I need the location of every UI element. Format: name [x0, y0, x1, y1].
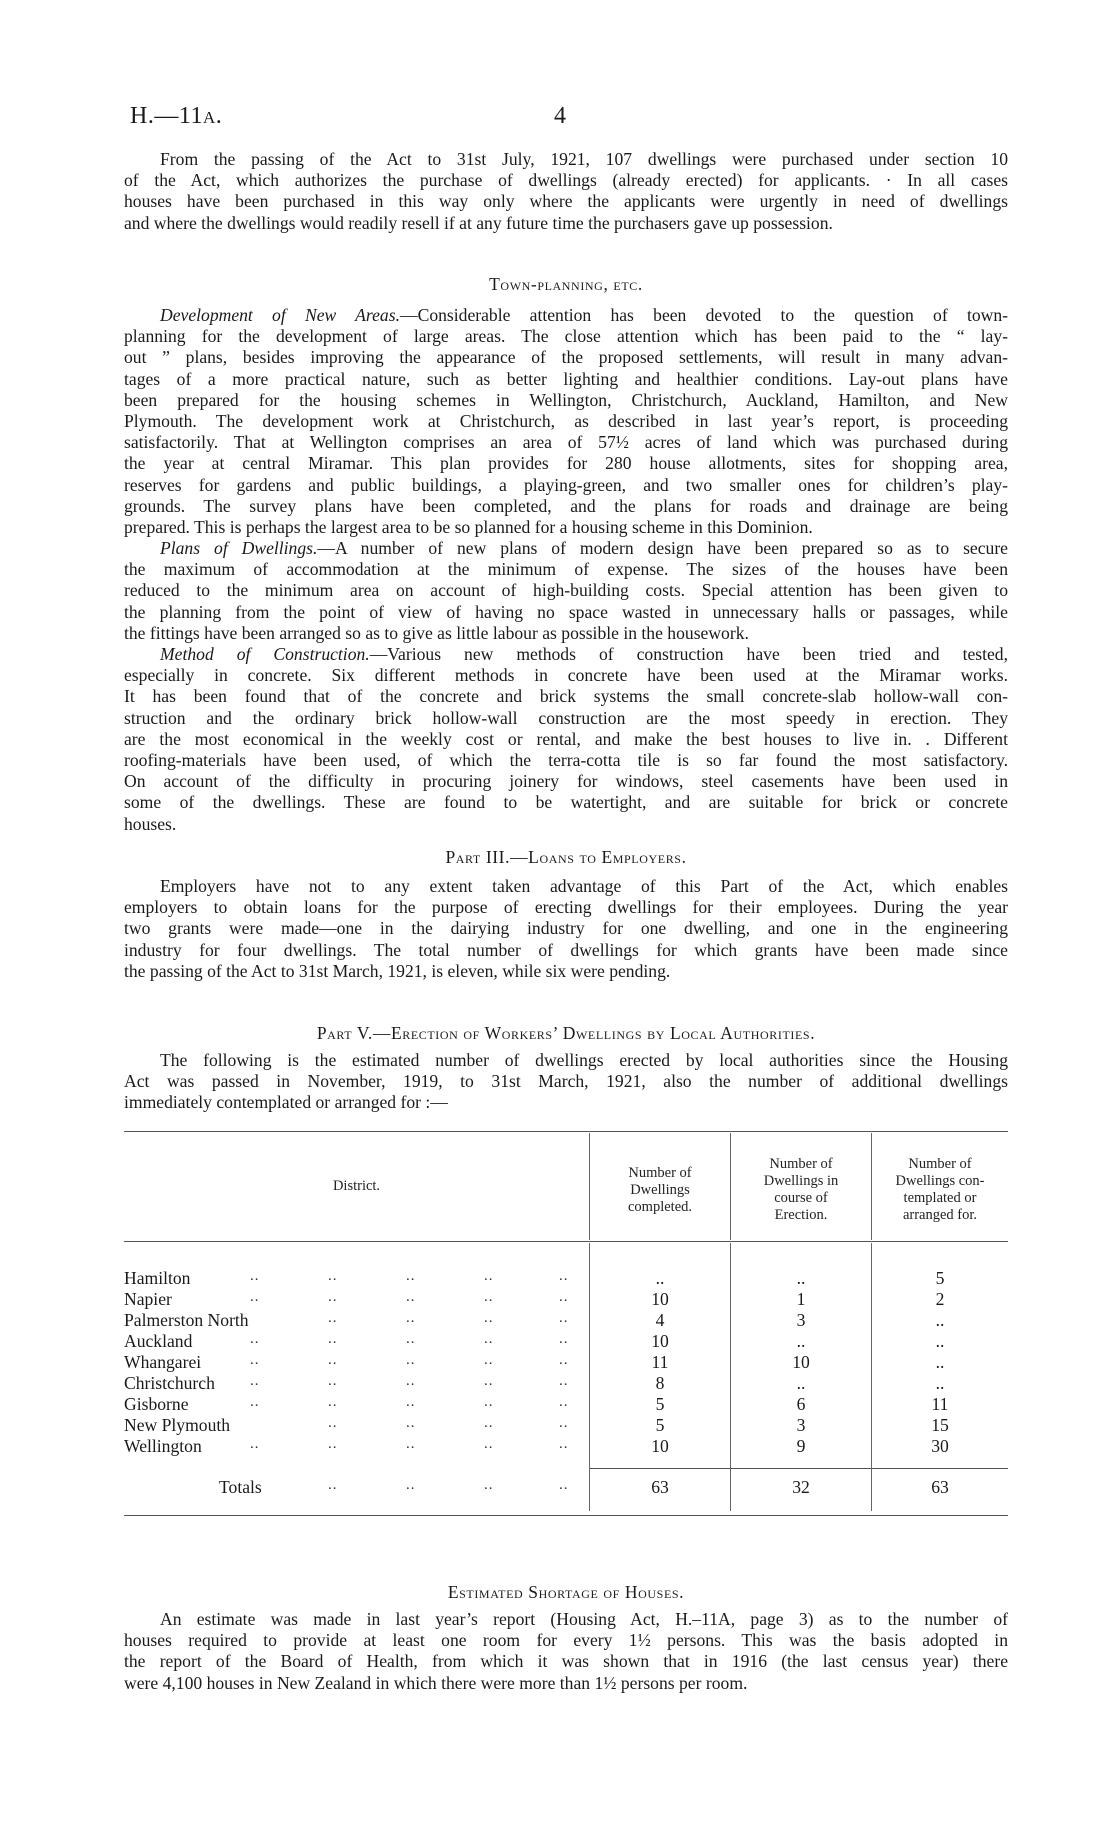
leader-dots: ..: [559, 1394, 569, 1410]
document-code: H.—11A.: [130, 103, 223, 129]
leader-dots: ..: [328, 1352, 338, 1368]
total-completed: 63: [651, 1477, 669, 1497]
shortage-paragraph: [124, 1609, 1008, 1694]
total-erection: 32: [792, 1477, 810, 1497]
value-erection: ..: [796, 1268, 806, 1288]
part5-paragraph: [124, 1050, 1008, 1114]
column-header-contemplated: Number of Dwellings con- templated or arranged for.: [895, 1156, 985, 1223]
value-erection: 10: [792, 1352, 810, 1372]
development-paragraph: [124, 305, 1008, 538]
text-line: industry for four dwellings. The total number of dwellings for which grants have been made since: [124, 939, 1008, 960]
leader-dots: ..: [559, 1352, 569, 1368]
leader-dots: ..: [250, 1373, 260, 1389]
text-line: the passing of the Act to 31st March, 1921, is eleven, while six were pending.: [124, 960, 671, 981]
intro-paragraph: [124, 149, 1008, 234]
page-number: 4: [554, 103, 566, 129]
leader-dots: ..: [250, 1436, 260, 1452]
leader-dots: ..: [559, 1436, 569, 1452]
leader-dots: ..: [559, 1268, 569, 1284]
value-completed: 4: [655, 1310, 665, 1330]
text-line: the planning from the point of view of having no space wasted in unnecessary halls or passages, while: [124, 601, 1008, 622]
subsection-title: Method of Construction.: [160, 644, 370, 664]
leader-dots: ..: [406, 1373, 416, 1389]
leader-dots: ..: [328, 1268, 338, 1284]
text-line: The following is the estimated number of dwellings erected by local authorities since the Housing: [160, 1050, 1008, 1070]
leader-dots: ..: [559, 1331, 569, 1347]
text-line: the fittings have been arranged so as to give as little labour as possible in the housework.: [124, 622, 749, 643]
leader-dots: ..: [406, 1289, 416, 1305]
value-completed: 11: [651, 1352, 669, 1372]
value-erection: ..: [796, 1331, 806, 1351]
leader-dots: ..: [406, 1477, 416, 1493]
leader-dots: ..: [406, 1268, 416, 1284]
text-line: employers to obtain loans for the purpose of erecting dwellings for their employees. During the year: [124, 897, 1008, 918]
text-line: From the passing of the Act to 31st July, 1921, 107 dwellings were purchased under section 10: [160, 149, 1008, 169]
value-completed: 10: [651, 1289, 669, 1309]
leader-dots: ..: [250, 1352, 260, 1368]
section-heading-part-5: Part V.—Erection of Workers’ Dwellings by Local Authorities.: [316, 1023, 816, 1043]
text-line: planning for the development of large areas. The close attention which has been paid to the “ lay-: [124, 326, 1008, 347]
text-line: and where the dwellings would readily resell if at any future time the purchasers gave up possession.: [124, 212, 833, 233]
text-line: struction and the ordinary brick hollow-wall construction are the most speedy in erection. They: [124, 707, 1008, 728]
text-line: houses required to provide at least one room for every 1½ persons. This was the basis adopted in: [124, 1630, 1008, 1651]
section-heading-part-3: Part III.—Loans to Employers.: [445, 847, 687, 867]
leader-dots: ..: [328, 1373, 338, 1389]
text-line: houses.: [124, 813, 177, 834]
leader-dots: ..: [406, 1310, 416, 1326]
table-bottom-rule: [124, 1515, 1008, 1516]
text-line: tages of a more practical nature, such as better lighting and healthier conditions. Lay-out plans have: [124, 368, 1008, 389]
subsection-title: Plans of Dwellings.: [160, 538, 318, 558]
value-erection: ..: [796, 1373, 806, 1393]
leader-dots: ..: [250, 1331, 260, 1347]
district-name: Auckland: [124, 1331, 193, 1351]
column-header-completed: Number of Dwellings completed.: [627, 1165, 693, 1215]
value-completed: 10: [651, 1436, 669, 1456]
value-erection: 1: [796, 1289, 806, 1309]
total-contemplated: 63: [931, 1477, 949, 1497]
leader-dots: ..: [328, 1477, 338, 1493]
text-line: been prepared for the housing schemes in Wellington, Christchurch, Auckland, Hamilton, and New: [124, 389, 1008, 410]
column-header-district: District.: [332, 1178, 381, 1194]
text-line: roofing-materials have been used, of which the terra-cotta tile is so far found the most satisfactory.: [124, 750, 1008, 771]
plans-paragraph: [124, 538, 1008, 644]
leader-dots: ..: [406, 1415, 416, 1431]
subsection-title: Development of New Areas.: [160, 305, 400, 325]
text-line: the year at central Miramar. This plan provides for 280 house allotments, sites for shopping area,: [124, 453, 1008, 474]
value-contemplated: ..: [935, 1352, 945, 1372]
text-line: An estimate was made in last year’s report (Housing Act, H.–11A, page 3) as to the number of: [160, 1609, 1008, 1629]
value-contemplated: ..: [935, 1373, 945, 1393]
district-name: Napier: [124, 1289, 172, 1309]
value-erection: 6: [796, 1394, 806, 1414]
leader-dots: ..: [250, 1268, 260, 1284]
leader-dots: ..: [406, 1394, 416, 1410]
leader-dots: ..: [328, 1415, 338, 1431]
text-line: some of the dwellings. These are found to be watertight, and are suitable for brick or concrete: [124, 792, 1008, 813]
method-paragraph: [124, 644, 1008, 835]
text-line: especially in concrete. Six different methods in concrete have been used at the Miramar works.: [124, 665, 1008, 686]
text-line: immediately contemplated or arranged for :—: [124, 1092, 448, 1113]
table-header-rule: [124, 1241, 1008, 1242]
value-contemplated: 5: [935, 1268, 945, 1288]
value-completed: ..: [655, 1268, 665, 1288]
text-line: reserves for gardens and public buildings, a playing-green, and two smaller ones for children’s play-: [124, 474, 1008, 495]
leader-dots: ..: [328, 1436, 338, 1452]
section-heading-town-planning: Town-planning, etc.: [489, 274, 643, 294]
table-totals-rule: [589, 1468, 1008, 1469]
value-completed: 10: [651, 1331, 669, 1351]
section-heading-shortage: Estimated Shortage of Houses.: [447, 1582, 685, 1602]
leader-dots: ..: [406, 1352, 416, 1368]
part3-paragraph: [124, 876, 1008, 982]
totals-label: Totals: [219, 1477, 262, 1497]
leader-dots: ..: [484, 1373, 494, 1389]
leader-dots: ..: [250, 1289, 260, 1305]
district-name: Gisborne: [124, 1394, 189, 1414]
text-line: Method of Construction.—Various new methods of construction have been tried and tested,: [160, 644, 1009, 664]
district-name: Palmerston North: [124, 1310, 249, 1330]
text-line: satisfactorily. That at Wellington comprises an area of 57½ acres of land which was purchased during: [124, 432, 1008, 453]
value-erection: 3: [796, 1310, 806, 1330]
leader-dots: ..: [328, 1394, 338, 1410]
value-contemplated: 15: [931, 1415, 949, 1435]
text-line: are the most economical in the weekly cost or rental, and make the best houses to live in. . Different: [124, 728, 1008, 749]
leader-dots: ..: [484, 1331, 494, 1347]
district-name: New Plymouth: [124, 1415, 231, 1435]
value-completed: 5: [655, 1415, 665, 1435]
text-line: the report of the Board of Health, from which it was shown that in 1916 (the last census year) there: [124, 1651, 1008, 1672]
value-contemplated: 11: [931, 1394, 949, 1414]
text-line: of the Act, which authorizes the purchase of dwellings (already erected) for applicants. · In all cases: [124, 170, 1008, 191]
leader-dots: ..: [484, 1352, 494, 1368]
text-line: Development of New Areas.—Considerable attention has been devoted to the question of town-: [160, 305, 1008, 325]
text-line: Plymouth. The development work at Christchurch, as described in last year’s report, is proceeding: [124, 411, 1008, 432]
text-line: prepared. This is perhaps the largest area to be so planned for a housing scheme in this Dominion.: [124, 517, 813, 538]
text-line: were 4,100 houses in New Zealand in which there were more than 1½ persons per room.: [124, 1672, 748, 1693]
value-contemplated: ..: [935, 1331, 945, 1351]
column-header-erection: Number of Dwellings in course of Erection.: [763, 1156, 839, 1223]
text-line: Employers have not to any extent taken advantage of this Part of the Act, which enables: [160, 876, 1008, 896]
value-completed: 8: [655, 1373, 665, 1393]
leader-dots: ..: [559, 1310, 569, 1326]
district-name: Wellington: [124, 1436, 202, 1456]
text-line: grounds. The survey plans have been completed, and the plans for roads and drainage are being: [124, 495, 1008, 516]
leader-dots: ..: [559, 1415, 569, 1431]
leader-dots: ..: [484, 1310, 494, 1326]
leader-dots: ..: [484, 1477, 494, 1493]
district-name: Whangarei: [124, 1352, 202, 1372]
leader-dots: ..: [328, 1331, 338, 1347]
table-top-rule: [124, 1131, 1008, 1132]
leader-dots: ..: [406, 1436, 416, 1452]
value-completed: 5: [655, 1394, 665, 1414]
text-line: out ” plans, besides improving the appearance of the proposed settlements, will result in many advan-: [124, 347, 1008, 368]
leader-dots: ..: [484, 1289, 494, 1305]
text-line: the maximum of accommodation at the minimum of expense. The sizes of the houses have been: [124, 559, 1008, 580]
leader-dots: ..: [250, 1394, 260, 1410]
value-erection: 3: [796, 1415, 806, 1435]
text-line: houses have been purchased in this way only where the applicants were urgently in need of dwellings: [124, 191, 1008, 212]
leader-dots: ..: [406, 1331, 416, 1347]
value-contemplated: 30: [931, 1436, 949, 1456]
value-contemplated: ..: [935, 1310, 945, 1330]
value-erection: 9: [796, 1436, 806, 1456]
leader-dots: ..: [484, 1415, 494, 1431]
leader-dots: ..: [484, 1268, 494, 1284]
leader-dots: ..: [484, 1436, 494, 1452]
page-header: [130, 103, 1000, 133]
text-line: reduced to the minimum area on account of high-building costs. Special attention has been given to: [124, 580, 1008, 601]
leader-dots: ..: [484, 1394, 494, 1410]
leader-dots: ..: [559, 1477, 569, 1493]
leader-dots: ..: [328, 1310, 338, 1326]
leader-dots: ..: [559, 1373, 569, 1389]
text-line: Act was passed in November, 1919, to 31st March, 1921, also the number of additional dwellings: [124, 1071, 1008, 1092]
text-line: It has been found that of the concrete and brick systems the small concrete-slab hollow-wall con-: [124, 686, 1008, 707]
text-line: Plans of Dwellings.—A number of new plans of modern design have been prepared so as to secure: [160, 538, 1008, 558]
district-name: Christchurch: [124, 1373, 215, 1393]
leader-dots: ..: [559, 1289, 569, 1305]
text-line: On account of the difficulty in procuring joinery for windows, steel casements have been used in: [124, 771, 1008, 792]
leader-dots: ..: [328, 1289, 338, 1305]
text-line: two grants were made—one in the dairying industry for one dwelling, and one in the engineering: [124, 918, 1008, 939]
district-name: Hamilton: [124, 1268, 191, 1288]
value-contemplated: 2: [935, 1289, 945, 1309]
